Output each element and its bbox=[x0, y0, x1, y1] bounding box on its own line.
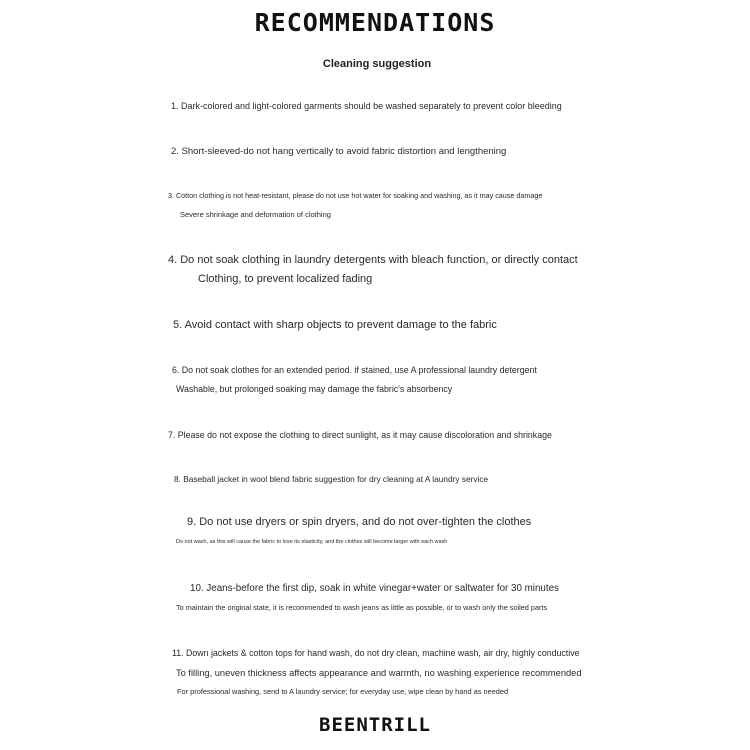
item-11-line-2: To filling, uneven thickness affects appearance and warmth, no washing experience recommended bbox=[176, 668, 582, 678]
item-6-line-2: Washable, but prolonged soaking may damage the fabric's absorbency bbox=[176, 384, 453, 394]
item-5-line-1: 5. Avoid contact with sharp objects to prevent damage to the fabric bbox=[173, 319, 497, 331]
item-9-line-2: Do not wash, as this will cause the fabric to lose its elasticity, and the clothes will become larger with each wash bbox=[176, 539, 448, 545]
item-7-line-1: 7. Please do not expose the clothing to direct sunlight, as it may cause discoloration and shrinkage bbox=[168, 430, 552, 440]
item-10-line-1: 10. Jeans-before the first dip, soak in white vinegar+water or saltwater for 30 minutes bbox=[190, 583, 559, 594]
page-title: RECOMMENDATIONS bbox=[254, 8, 496, 37]
item-10-line-2: To maintain the original state, it is recommended to wash jeans as little as possible, or to wash only the soiled parts bbox=[176, 603, 548, 612]
item-1-line-1: 1. Dark-colored and light-colored garments should be washed separately to prevent color bleeding bbox=[171, 101, 562, 111]
item-6-line-1: 6. Do not soak clothes for an extended period. if stained, use A professional laundry detergent bbox=[172, 365, 537, 375]
item-8-line-1: 8. Baseball jacket in wool blend fabric suggestion for dry cleaning at A laundry service bbox=[174, 474, 489, 484]
item-3-line-1: 3. Cotton clothing is not heat-resistant, please do not use hot water for soaking and washing, as it may cause damage bbox=[168, 191, 543, 200]
item-4-line-2: Clothing, to prevent localized fading bbox=[198, 273, 373, 285]
brand-wordmark: BEENTRILL bbox=[319, 714, 431, 736]
page-subtitle: Cleaning suggestion bbox=[322, 58, 432, 70]
item-9-line-1: 9. Do not use dryers or spin dryers, and do not over-tighten the clothes bbox=[187, 516, 532, 528]
item-2-line-1: 2. Short-sleeved-do not hang vertically to avoid fabric distortion and lengthening bbox=[171, 146, 507, 157]
item-11-line-3: For professional washing, send to A laundry service; for everyday use, wipe clean by hand as needed bbox=[177, 687, 509, 696]
item-3-line-2: Severe shrinkage and deformation of clothing bbox=[180, 210, 331, 219]
item-4-line-1: 4. Do not soak clothing in laundry detergents with bleach function, or directly contact bbox=[168, 254, 578, 266]
item-11-line-1: 11. Down jackets & cotton tops for hand wash, do not dry clean, machine wash, air dry, highly conductive bbox=[172, 648, 580, 658]
